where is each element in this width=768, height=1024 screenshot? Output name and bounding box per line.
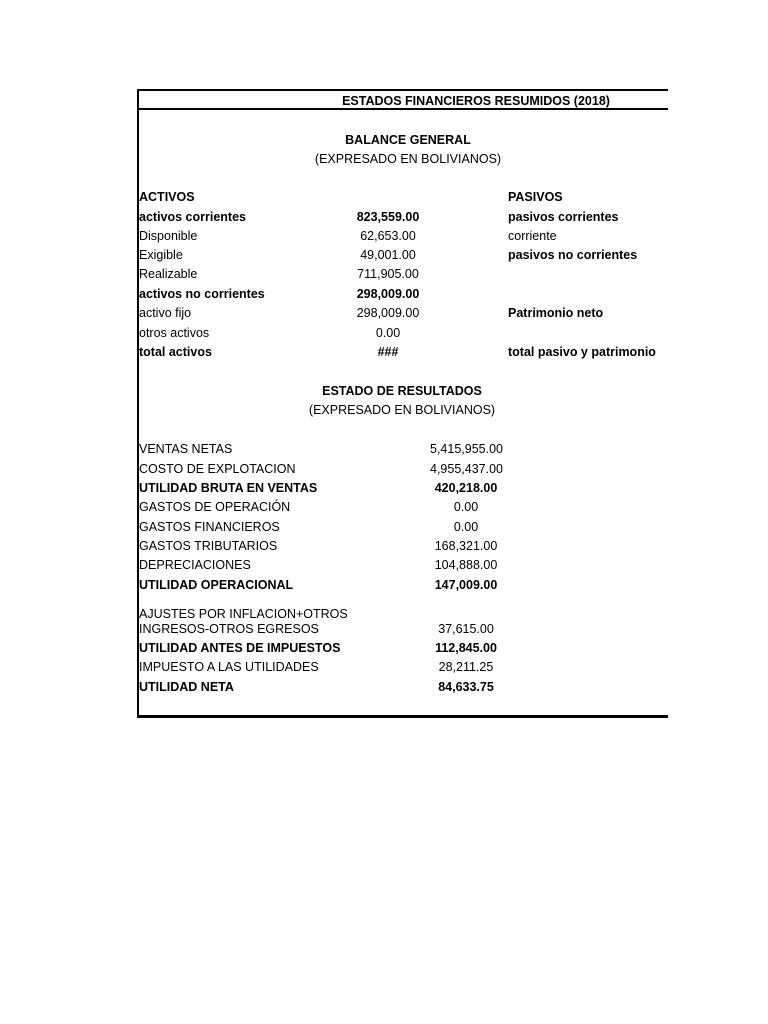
resultados-value: 28,211.25: [438, 660, 494, 674]
resultados-value: 5,415,955.00: [430, 442, 503, 456]
balance-subtitle: (EXPRESADO EN BOLIVIANOS): [314, 152, 502, 166]
resultados-label: GASTOS DE OPERACIÓN: [139, 500, 291, 514]
resultados-subtitle: (EXPRESADO EN BOLIVIANOS): [308, 403, 496, 417]
balance-label: activos corrientes: [139, 210, 246, 224]
balance-value: 823,559.00: [356, 210, 420, 224]
balance-right-label: total pasivo y patrimonio: [508, 345, 656, 359]
resultados-label: AJUSTES POR INFLACION+OTROS: [139, 607, 348, 621]
balance-value: 49,001.00: [360, 248, 416, 262]
resultados-label: VENTAS NETAS: [139, 442, 233, 456]
balance-value: 0.00: [375, 326, 401, 340]
balance-right-label: pasivos no corrientes: [508, 248, 638, 262]
resultados-label: DEPRECIACIONES: [139, 558, 251, 572]
balance-value: 711,905.00: [357, 267, 419, 281]
resultados-value: 147,009.00: [434, 578, 498, 592]
resultados-value: 0.00: [453, 520, 479, 534]
balance-label: activos no corrientes: [139, 287, 265, 301]
balance-title: BALANCE GENERAL: [345, 133, 471, 147]
resultados-value: 168,321.00: [434, 539, 498, 553]
resultados-title: ESTADO DE RESULTADOS: [322, 384, 482, 398]
resultados-value: 84,633.75: [438, 680, 494, 694]
resultados-label: UTILIDAD OPERACIONAL: [139, 578, 294, 592]
balance-value: 62,653.00: [360, 229, 416, 243]
balance-value: 298,009.00: [356, 306, 420, 320]
balance-right-label: corriente: [508, 229, 557, 243]
resultados-value: 0.00: [453, 500, 479, 514]
balance-label: otros activos: [139, 326, 210, 340]
activos-heading: ACTIVOS: [139, 190, 195, 204]
balance-value: 298,009.00: [356, 287, 420, 301]
resultados-value: 4,955,437.00: [430, 462, 503, 476]
balance-label: Disponible: [139, 229, 198, 243]
balance-label: Realizable: [139, 267, 198, 281]
resultados-label: GASTOS FINANCIEROS: [139, 520, 280, 534]
resultados-label: UTILIDAD ANTES DE IMPUESTOS: [139, 641, 341, 655]
balance-right-label: pasivos corrientes: [508, 210, 619, 224]
balance-label: Exigible: [139, 248, 183, 262]
resultados-value: 420,218.00: [434, 481, 498, 495]
resultados-label: INGRESOS-OTROS EGRESOS: [139, 622, 319, 636]
resultados-value: 112,845.00: [435, 641, 497, 655]
resultados-value: 37,615.00: [438, 622, 494, 636]
pasivos-heading: PASIVOS: [508, 190, 563, 204]
balance-label: total activos: [139, 345, 212, 359]
balance-right-label: Patrimonio neto: [508, 306, 604, 320]
resultados-label: IMPUESTO A LAS UTILIDADES: [139, 660, 319, 674]
report-title: ESTADOS FINANCIEROS RESUMIDOS (2018): [342, 94, 610, 108]
balance-value: ###: [377, 345, 399, 359]
resultados-label: UTILIDAD BRUTA EN VENTAS: [139, 481, 318, 495]
resultados-label: COSTO DE EXPLOTACION: [139, 462, 296, 476]
resultados-label: GASTOS TRIBUTARIOS: [139, 539, 278, 553]
balance-label: activo fijo: [139, 306, 192, 320]
resultados-value: 104,888.00: [434, 558, 498, 572]
resultados-label: UTILIDAD NETA: [139, 680, 234, 694]
